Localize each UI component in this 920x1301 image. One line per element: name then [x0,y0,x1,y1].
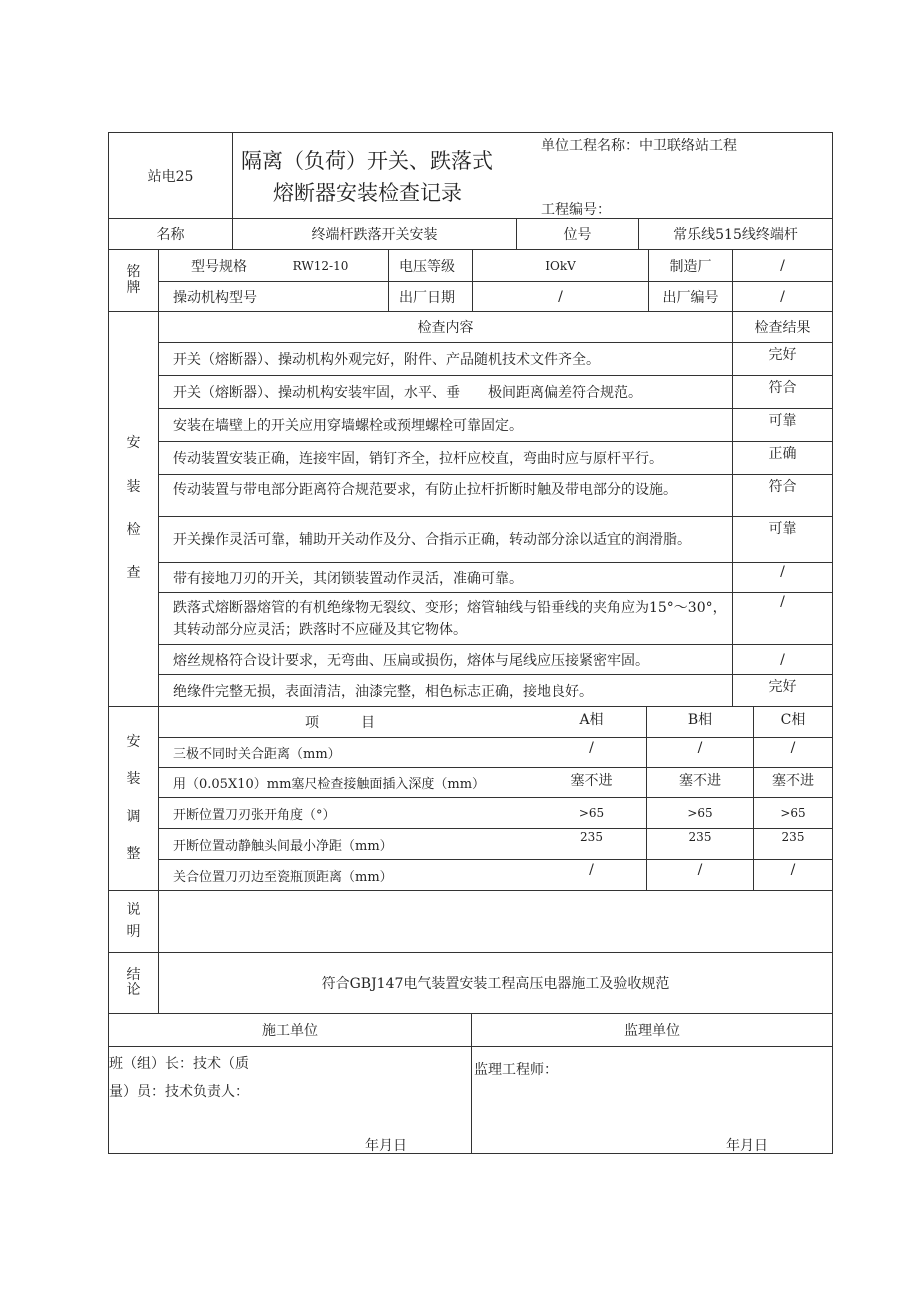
name-value-cell [232,219,516,249]
adjustment-row: 用（0.05X10）mm塞尺检查接触面插入深度（mm） 塞不进 塞不进 塞不进 [159,767,832,797]
serial-value: / [780,289,785,305]
voltage-value: IOkV [545,258,576,273]
position-label-cell [516,219,638,249]
inspection-item: 熔丝规格符合设计要求，无弯曲、压扁或损伤，熔体与尾线应压接紧密牢固。 / [159,644,832,674]
conclusion-text: 符合GBJ147电气装置安装工程高压电器施工及验收规范 [321,976,670,992]
serial-label: 出厂编号 [662,290,719,306]
inspection-result: / [780,564,785,580]
inspection-result: 完好 [768,679,797,695]
construction-signers-line2: 量）员：技术负责人： [109,1084,249,1100]
construction-signature-cell [109,1047,471,1153]
conclusion-row [108,952,833,1013]
inspection-result: / [780,651,785,668]
adjustment-header-row [159,707,832,737]
position-label: 位号 [563,227,592,243]
position-value-cell [638,219,832,249]
name-row [108,218,833,249]
nameplate-row-1 [159,250,832,281]
nameplate-side-label: 铭 牌 [126,264,141,296]
name-label: 名称 [156,227,185,243]
mechanism-model-label: 操动机构型号 [173,290,257,306]
phase-b-header: B相 [687,712,713,728]
name-label-cell [109,219,232,249]
inspection-result: 正确 [768,446,797,462]
station-code: 站电25 [147,168,194,185]
supervision-unit-label: 监理单位 [624,1023,680,1039]
station-code-cell [109,133,232,218]
inspection-result: 完好 [768,347,797,363]
inspection-header-row [159,312,832,342]
adjustment-row: 三极不同时关合距离（mm） / / / [159,737,832,767]
result-header: 检查结果 [754,320,811,336]
supervision-engineer-label: 监理工程师： [474,1062,558,1078]
phase-a-header: A相 [579,712,604,728]
construction-date: 年月日 [365,1138,407,1154]
notes-row [108,890,833,952]
inspection-item: 带有接地刀刃的开关，其闭锁装置动作灵活，准确可靠。 / [159,562,832,592]
inspection-side-label: 安 装 检 查 [126,435,141,582]
inspection-item: 开关操作灵活可靠，辅助开关动作及分、合指示正确，转动部分涂以适宜的润滑脂。 可靠 [159,516,832,562]
title-cell [232,133,832,218]
conclusion-side-label: 结 论 [126,966,141,998]
supervision-date: 年月日 [726,1138,768,1154]
position-value: 常乐线515线终端杆 [673,227,798,243]
supervision-signature-cell [471,1047,832,1153]
name-value: 终端杆跌落开关安装 [311,227,438,243]
inspection-item: 绝缘件完整无损，表面清洁，油漆完整，相色标志正确，接地良好。 完好 [159,674,832,707]
adjustment-row: 关合位置刀刃边至瓷瓶顶距离（mm） / / / [159,859,832,891]
project-number: 工程编号： [541,202,611,218]
signoff-header-row [108,1013,833,1046]
inspection-record-form [108,132,833,1154]
inspection-item: 开关（熔断器）、操动机构安装牢固，水平、垂 极间距离偏差符合规范。 符合 [159,375,832,408]
inspection-result: 符合 [768,380,797,396]
maker-value: / [780,257,785,274]
nameplate-row-2 [159,281,832,312]
project-name: 单位工程名称：中卫联络站工程 [541,138,737,154]
adjustment-row: 开断位置动静触头间最小净距（mm） 235 235 235 [159,828,832,859]
inspection-item: 传动装置安装正确，连接牢固，销钉齐全，拉杆应校直，弯曲时应与原杆平行。 正确 [159,441,832,474]
nameplate-section [108,249,833,311]
inspection-section [108,311,833,706]
inspection-result: / [780,594,785,610]
date-value: / [558,289,563,305]
construction-signers-line1: 班（组）长：技术（质 [109,1056,249,1072]
adjustment-row: 开断位置刀刃张开角度（°） >65 >65 >65 [159,797,832,828]
inspection-item: 跌落式熔断器熔管的有机绝缘物无裂纹、变形；熔管轴线与铅垂线的夹角应为15°～30°，其转动部分应灵活；跌落时不应碰及其它物体。 / [159,592,832,644]
construction-unit-label: 施工单位 [262,1023,318,1039]
voltage-label: 电压等级 [399,258,455,275]
inspection-item: 开关（熔断器）、操动机构外观完好，附件、产品随机技术文件齐全。 完好 [159,342,832,375]
inspection-result: 符合 [768,479,797,495]
form-title-line1: 隔离（负荷）开关、跌落式 [241,149,493,173]
inspection-item: 安装在墙壁上的开关应用穿墙螺栓或预埋螺栓可靠固定。 可靠 [159,408,832,441]
inspection-item: 传动装置与带电部分距离符合规范要求，有防止拉杆折断时触及带电部分的设施。 符合 [159,474,832,516]
date-label: 出厂日期 [399,290,455,306]
content-header: 检查内容 [417,320,474,336]
notes-side-label: 说 明 [126,902,141,940]
form-title-line2: 熔断器安装检查记录 [273,181,462,205]
header-row [108,132,833,218]
adjustment-side-label: 安 装 调 整 [126,733,141,862]
inspection-result: 可靠 [768,521,797,537]
inspection-result: 可靠 [768,413,797,429]
item-header: 项 目 [305,715,375,731]
phase-c-header: C相 [780,712,806,728]
maker-label: 制造厂 [669,258,712,275]
adjustment-section [108,706,833,890]
signoff-body-row [108,1046,833,1154]
model-value: RW12-10 [292,258,349,273]
model-label: 型号规格 [191,258,247,275]
